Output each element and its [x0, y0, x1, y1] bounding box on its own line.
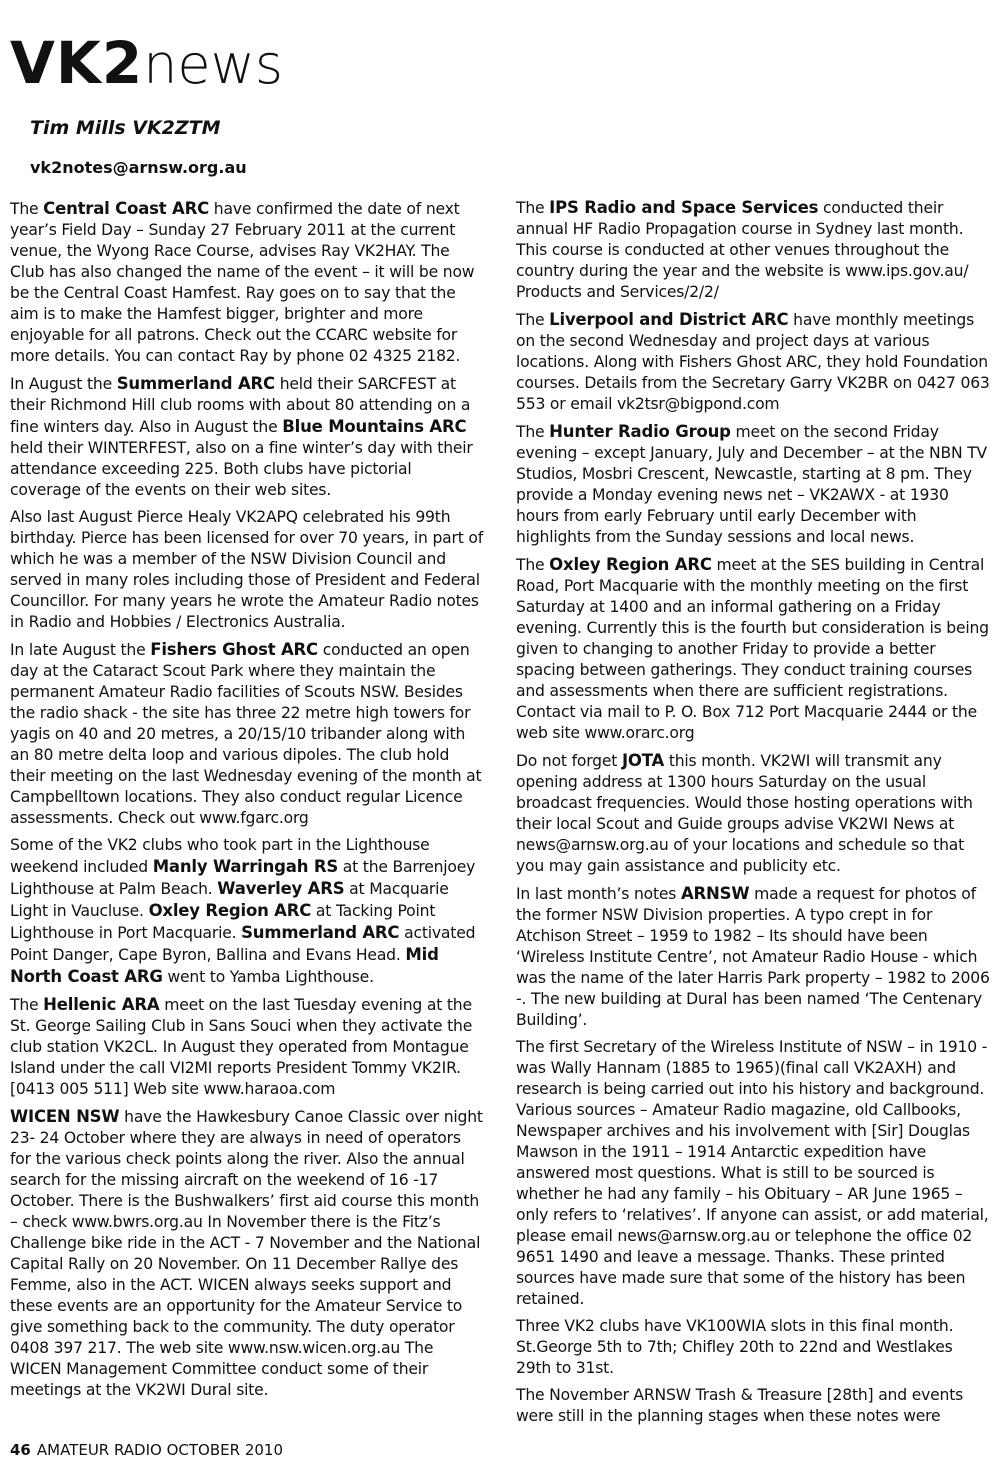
club-name: Fishers Ghost ARC — [150, 640, 318, 659]
masthead-title — [10, 29, 283, 97]
right-column — [516, 197, 990, 1433]
title-bold: VK2 — [10, 29, 144, 97]
publication-info: AMATEUR RADIO OCTOBER 2010 — [36, 1441, 283, 1459]
article-paragraph — [10, 994, 484, 1100]
club-name: Manly Warringah RS — [152, 857, 339, 876]
club-name: Mid North Coast ARG — [10, 945, 439, 986]
club-name: Summerland ARC — [116, 374, 275, 393]
author-email: vk2notes@arnsw.org.au — [30, 158, 247, 177]
article-paragraph — [516, 197, 990, 303]
article-paragraph — [516, 750, 990, 877]
article-paragraph — [516, 421, 990, 548]
article-paragraph — [516, 1385, 990, 1427]
page-footer — [10, 1441, 283, 1459]
article-paragraph — [516, 1037, 990, 1310]
paragraph-text: conducted their annual HF Radio Propagation course in Sydney last month. This course is conducted at other venues throughout the country during the year and the website is www.ips.gov.au/ Products and Services/2/2/ — [516, 199, 969, 301]
club-name: ARNSW — [680, 884, 750, 903]
article-paragraph — [10, 198, 484, 367]
article-paragraph — [516, 1316, 990, 1379]
club-name: Summerland ARC — [241, 923, 400, 942]
paragraph-text: held their WINTERFEST, also on a fine winter’s day with their attendance exceeding 225. Both clubs have pictorial coverage of the events on their web sites. — [10, 439, 473, 499]
article-paragraph — [516, 309, 990, 415]
paragraph-text: meet at the SES building in Central Road, Port Macquarie with the monthly meeting on the first Saturday at 1400 and an informal gathering on a Friday evening. Currently this is the fourth but consideration is being given to changing to another Friday to provide a better spacing between gatherings. They conduct training courses and assessments when there are sufficient registrations. Contact via mail to P. O. Box 712 Port Macquarie 2444 or the web site www.orarc.org — [516, 556, 989, 742]
paragraph-text: meet on the last Tuesday evening at the St. George Sailing Club in Sans Souci when they activate the club station VK2CL. In August they operated from Montague Island under the call VI2MI reports President Tommy VK2IR. [0413 005 511] Web site www.haraoa.com — [10, 996, 473, 1098]
club-name: Hunter Radio Group — [549, 422, 731, 441]
paragraph-text: meet on the second Friday evening – except January, July and December – at the NBN TV Studios, Mosbri Crescent, Newcastle, starting at 8 pm. They provide a Monday evening news net – VK2AWX - at 1930 hours from early February until early December with highlights from the Sunday sessions and local news. — [516, 423, 987, 546]
club-name: Central Coast ARC — [43, 199, 209, 218]
article-paragraph — [516, 883, 990, 1031]
paragraph-text: have the Hawkesbury Canoe Classic over night 23- 24 October where they are always in need of operators for the various check points along the river. Also the annual search for the missing aircraft on the weekend of 16 -17 October. There is the Bushwalkers’ first aid course this month – check www.bwrs.org.au In November there is the Fitz’s Challenge bike ride in the ACT - 7 November and the National Capital Rally on 20 November. On 11 December Rallye des Femme, also in the ACT. WICEN always seeks support and these events are an opportunity for the Amateur Service to give something back to the community. The duty operator 0408 397 217. The web site www.nsw.wicen.org.au The WICEN Management Committee conduct some of their meetings at the VK2WI Dural site. — [10, 1108, 483, 1399]
article-paragraph — [10, 835, 484, 988]
paragraph-text: The first Secretary of the Wireless Institute of NSW – in 1910 - was Wally Hannam (1885 to 1965)(final call VK2AXH) and research is being carried out into his history and background. Various sources – Amateur Radio magazine, old Callbooks, Newspaper archives and his involvement with [Sir] Douglas Mawson in the 1911 – 1914 Antarctic expedition have answered most questions. What is still to be sourced is whether he had any family – his Obituary – AR June 1965 – only refers to ‘relatives’. If anyone can assist, or add material, please email news@arnsw.org.au or telephone the office 02 9651 1490 and leave a message. Thanks. These printed sources have made sure that some of the history has been retained. — [516, 1038, 989, 1308]
paragraph-text: conducted an open day at the Cataract Scout Park where they maintain the permanent Amateur Radio facilities of Scouts NSW. Besides the radio shack - the site has three 22 metre high towers for yagis on 40 and 20 metres, a 20/15/10 tribander along with an 80 metre delta loop and various dipoles. The club hold their meeting on the last Wednesday evening of the month at Campbelltown locations. They also conduct regular Licence assessments. Check out www.fgarc.org — [10, 641, 482, 827]
paragraph-text: Some of the VK2 clubs who took part in the Lighthouse weekend included — [10, 836, 430, 876]
paragraph-text: at the Barrenjoey Lighthouse at Palm Beach. — [10, 858, 476, 898]
paragraph-text: have monthly meetings on the second Wednesday and project days at various locations. Along with Fishers Ghost ARC, they hold Foundation courses. Details from the Secretary Garry VK2BR on 0427 063 553 or email vk2tsr@bigpond.com — [516, 311, 990, 413]
article-paragraph — [10, 639, 484, 829]
left-column — [10, 198, 484, 1407]
article-paragraph — [10, 1106, 484, 1401]
paragraph-text: The — [516, 311, 550, 329]
paragraph-text: made a request for photos of the former NSW Division properties. A typo crept in for Atchison Street – 1959 to 1982 – Its should have been ‘Wireless Institute Centre’, not Amateur Radio House - which was the name of the later Harris Park property – 1982 to 2006 -. The new building at Dural has been named ‘The Centenary Building’. — [516, 885, 990, 1029]
club-name: Oxley Region ARC — [549, 555, 712, 574]
paragraph-text: The — [516, 423, 550, 441]
paragraph-text: Three VK2 clubs have VK100WIA slots in this final month. St.George 5th to 7th; Chifley 20th to 22nd and Westlakes 29th to 31st. — [516, 1317, 954, 1377]
paragraph-text: The November ARNSW Trash & Treasure [28th] and events were still in the planning stages when these notes were — [516, 1386, 964, 1425]
paragraph-text: have confirmed the date of next year’s Field Day – Sunday 27 February 2011 at the current venue, the Wyong Race Course, advises Ray VK2HAY. The Club has also changed the name of the event – it will be now be the Central Coast Hamfest. Ray goes on to say that the aim is to make the Hamfest bigger, brighter and more enjoyable for all patrons. Check out the CCARC website for more details. You can contact Ray by phone 02 4325 2182. — [10, 200, 475, 365]
paragraph-text: at Macquarie Light in Vaucluse. — [10, 880, 449, 920]
paragraph-text: activated Point Danger, Cape Byron, Ballina and Evans Head. — [10, 924, 476, 964]
paragraph-text: went to Yamba Lighthouse. — [162, 968, 374, 986]
page-number: 46 — [10, 1441, 31, 1459]
paragraph-text: at Tacking Point Lighthouse in Port Macquarie. — [10, 902, 436, 942]
article-paragraph — [10, 373, 484, 501]
paragraph-text: this month. VK2WI will transmit any opening address at 1300 hours Saturday on the usual broadcast frequencies. Would those hosting operations with their local Scout and Guide groups advise VK2WI News at news@arnsw.org.au of your locations and schedule so that you may gain assistance and publicity etc. — [516, 752, 973, 875]
paragraph-text: In last month’s notes — [516, 885, 681, 903]
club-name: Blue Mountains ARC — [282, 417, 467, 436]
paragraph-text: Also last August Pierce Healy VK2APQ celebrated his 99th birthday. Pierce has been licensed for over 70 years, in part of which he was a member of the NSW Division Council and served in many roles including those of President and Federal Councillor. For many years he wrote the Amateur Radio notes in Radio and Hobbies / Electronics Australia. — [10, 508, 484, 631]
club-name: Waverley ARS — [217, 879, 345, 898]
club-name: WICEN NSW — [10, 1107, 120, 1126]
paragraph-text: held their SARCFEST at their Richmond Hill club rooms with about 80 attending on a fine winters day. Also in August the — [10, 375, 471, 436]
club-name: JOTA — [621, 751, 665, 770]
paragraph-text: In late August the — [10, 641, 151, 659]
paragraph-text: Do not forget — [516, 752, 622, 770]
title-light: news — [143, 33, 283, 96]
club-name: Liverpool and District ARC — [549, 310, 789, 329]
club-name: IPS Radio and Space Services — [549, 198, 819, 217]
paragraph-text: The — [10, 996, 44, 1014]
paragraph-text: The — [516, 199, 550, 217]
club-name: Oxley Region ARC — [148, 901, 312, 920]
article-paragraph — [516, 554, 990, 744]
paragraph-text: The — [10, 200, 44, 218]
paragraph-text: In August the — [10, 375, 117, 393]
club-name: Hellenic ARA — [43, 995, 160, 1014]
article-paragraph — [10, 507, 484, 633]
paragraph-text: The — [516, 556, 550, 574]
author-byline: Tim Mills VK2ZTM — [30, 117, 221, 139]
